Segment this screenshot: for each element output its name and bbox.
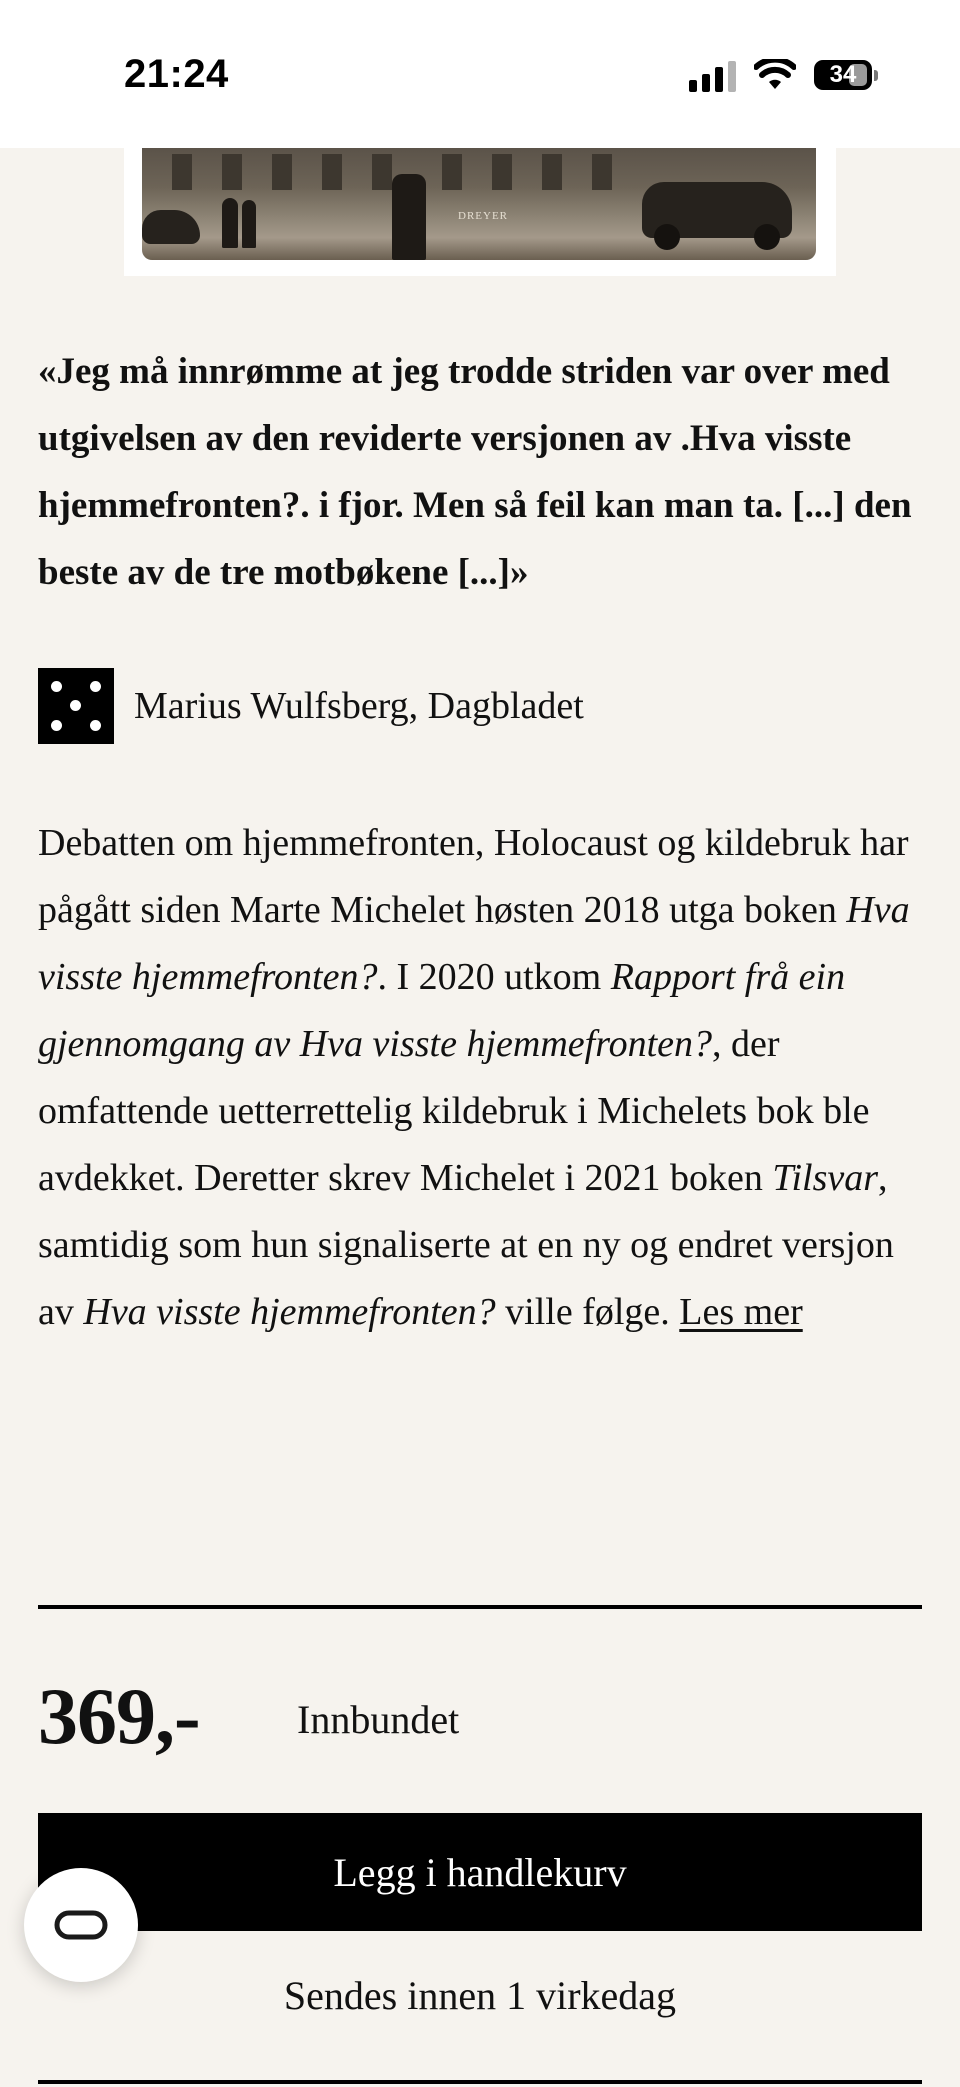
description-text: , samtidig som hun signaliserte at en ny og endret versjon av xyxy=(38,1157,894,1333)
book-cover-image xyxy=(124,148,836,276)
cellular-signal-icon xyxy=(689,58,736,92)
add-to-cart-button[interactable]: Legg i handlekurv xyxy=(38,1813,922,1931)
review-attribution: Marius Wulfsberg, Dagbladet xyxy=(134,685,584,727)
status-bar xyxy=(0,0,960,148)
description-title: Hva visste hjemmefronten? xyxy=(38,889,910,998)
chat-widget-button[interactable] xyxy=(24,1868,138,1982)
chat-link-icon xyxy=(51,1908,111,1942)
read-more-link[interactable]: Les mer xyxy=(679,1291,803,1333)
battery-level: 34 xyxy=(829,61,857,88)
status-time: 21:24 xyxy=(124,52,229,96)
review-source xyxy=(38,668,584,744)
description-text: Debatten om hjemmefronten, Holocaust og kildebruk har pågått siden Marte Michelet høsten 2018 utga boken xyxy=(38,822,909,931)
description-title: Rapport frå ein gjennomgang av Hva visste hjemmefronten? xyxy=(38,956,846,1065)
description-text: ville følge. xyxy=(495,1291,680,1333)
divider xyxy=(38,1605,922,1609)
book-description xyxy=(38,810,928,1346)
description-title: Tilsvar xyxy=(772,1157,879,1199)
description-title: Hva visste hjemmefronten? xyxy=(83,1291,496,1333)
book-format: Innbundet xyxy=(297,1697,460,1742)
description-text: , der omfattende uetterrettelig kildebruk i Michelets bok ble avdekket. Deretter skrev Michelet i 2021 boken xyxy=(38,1023,870,1199)
price: 369,- xyxy=(38,1673,200,1761)
divider xyxy=(38,2080,922,2084)
wifi-icon xyxy=(754,59,796,91)
review-quote: «Jeg må innrømme at jeg trodde striden var over med utgivelsen av den reviderte versjonen av .Hva visste hjemmefronten?. i fjor. Men så feil kan man ta. [...] den beste av de tre motbøkene [...]» xyxy=(38,351,912,593)
status-icons xyxy=(689,58,878,92)
description-text: . I 2020 utkom xyxy=(377,956,611,998)
photo-caption: DREYER xyxy=(458,210,508,222)
shipping-info: Sendes innen 1 virkedag xyxy=(283,1973,677,2018)
dice-five-icon xyxy=(38,668,114,744)
battery-icon xyxy=(814,60,872,90)
